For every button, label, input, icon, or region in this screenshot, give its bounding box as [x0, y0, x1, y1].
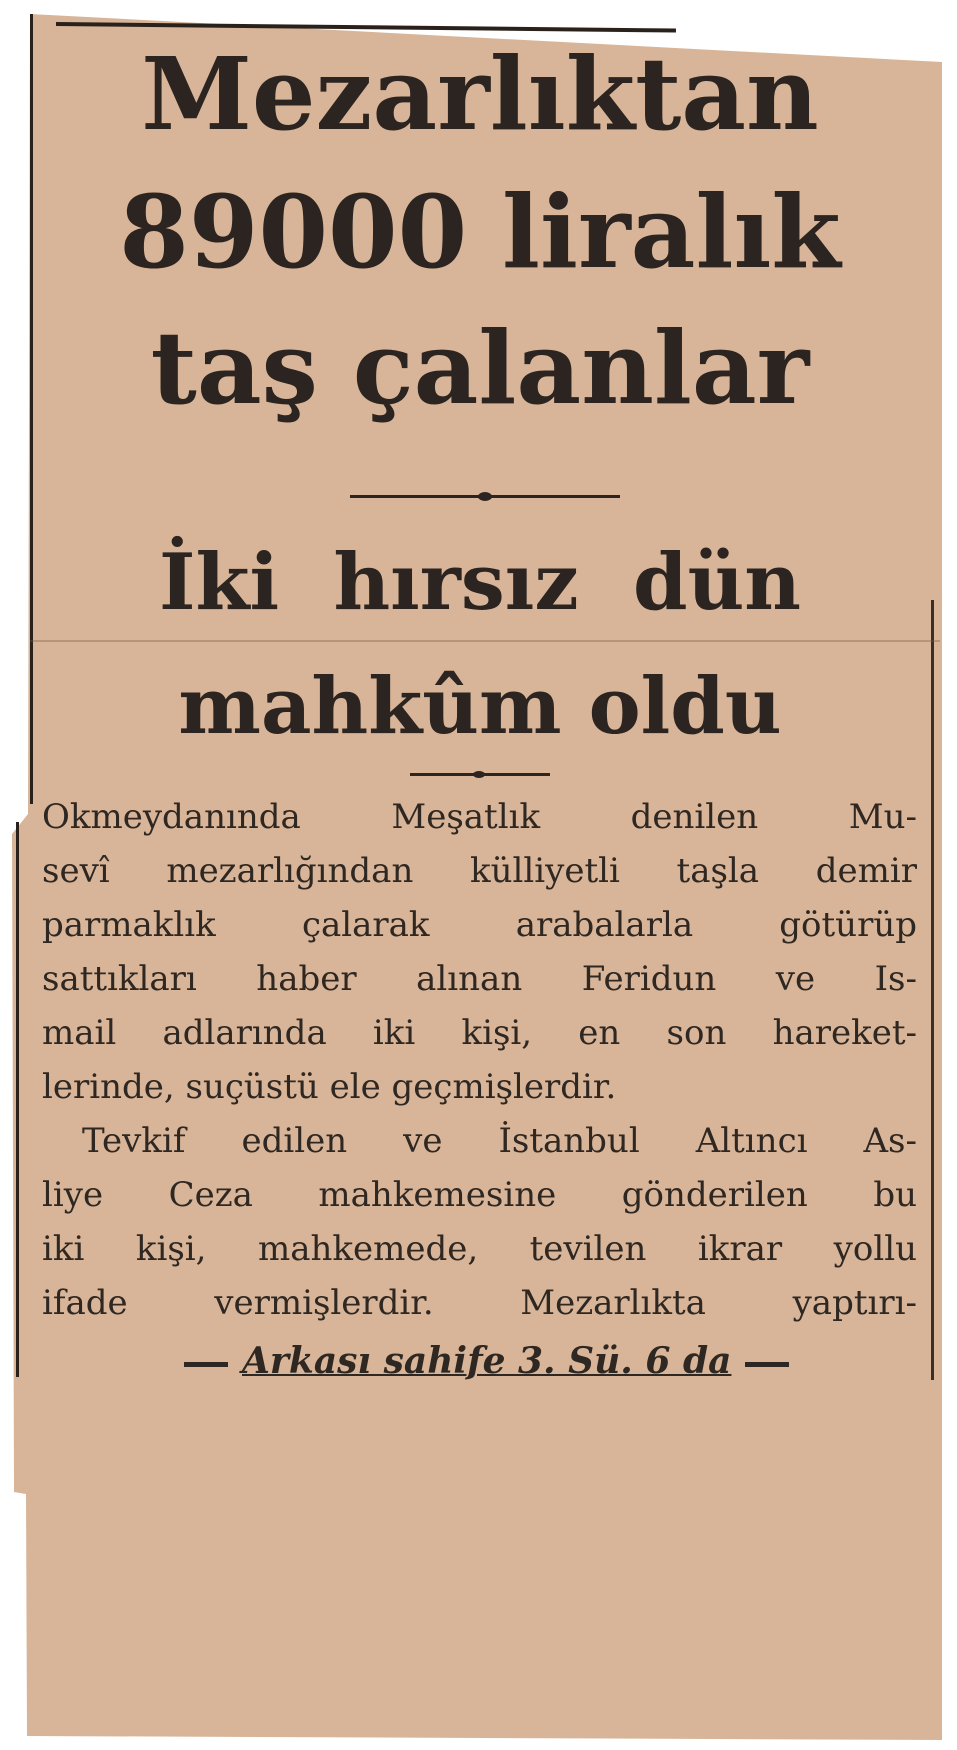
body-line: lerinde, suçüstü ele geçmişlerdir. — [42, 1067, 617, 1107]
divider-ornament — [478, 492, 492, 501]
headline-line-2: 89000 liralık — [119, 173, 841, 291]
headline-line-3: taş çalanlar — [150, 309, 810, 427]
subheadline-line-1: İki hırsız dün — [158, 537, 801, 628]
divider-ornament — [473, 771, 485, 778]
left-column-rule — [30, 14, 33, 804]
right-column-rule — [931, 600, 934, 1380]
body-line: liye Ceza mahkemesine gönderilen bu — [42, 1175, 917, 1215]
paper-fold-crease — [30, 640, 940, 642]
dash-left — [184, 1362, 228, 1367]
body-line: Okmeydanında Meşatlık denilen Mu- — [42, 797, 917, 837]
subheadline-divider — [410, 773, 550, 776]
body-line: Tevkif edilen ve İstanbul Altıncı As- — [82, 1121, 917, 1161]
body-line: sattıkları haber alınan Feridun ve Is- — [42, 959, 917, 999]
article-body — [42, 790, 917, 1330]
body-line: mail adlarında iki kişi, en son hareket- — [42, 1013, 917, 1053]
body-line: sevî mezarlığından külliyetli taşla demir — [42, 851, 917, 891]
dash-right — [745, 1362, 789, 1367]
body-line: parmaklık çalarak arabalarla götürüp — [42, 905, 917, 945]
headline-divider — [350, 495, 620, 498]
continuation-text: Arkası sahife 3. Sü. 6 da — [242, 1340, 732, 1382]
continuation-note — [170, 1336, 930, 1386]
headline-line-1: Mezarlıktan — [141, 35, 819, 153]
body-line: iki kişi, mahkemede, tevilen ikrar yollu — [42, 1229, 917, 1269]
subheadline-line-2: mahkûm oldu — [178, 661, 782, 752]
left-column-rule-lower — [16, 822, 19, 1377]
body-line: ifade vermişlerdir. Mezarlıkta yaptırı- — [42, 1283, 917, 1323]
